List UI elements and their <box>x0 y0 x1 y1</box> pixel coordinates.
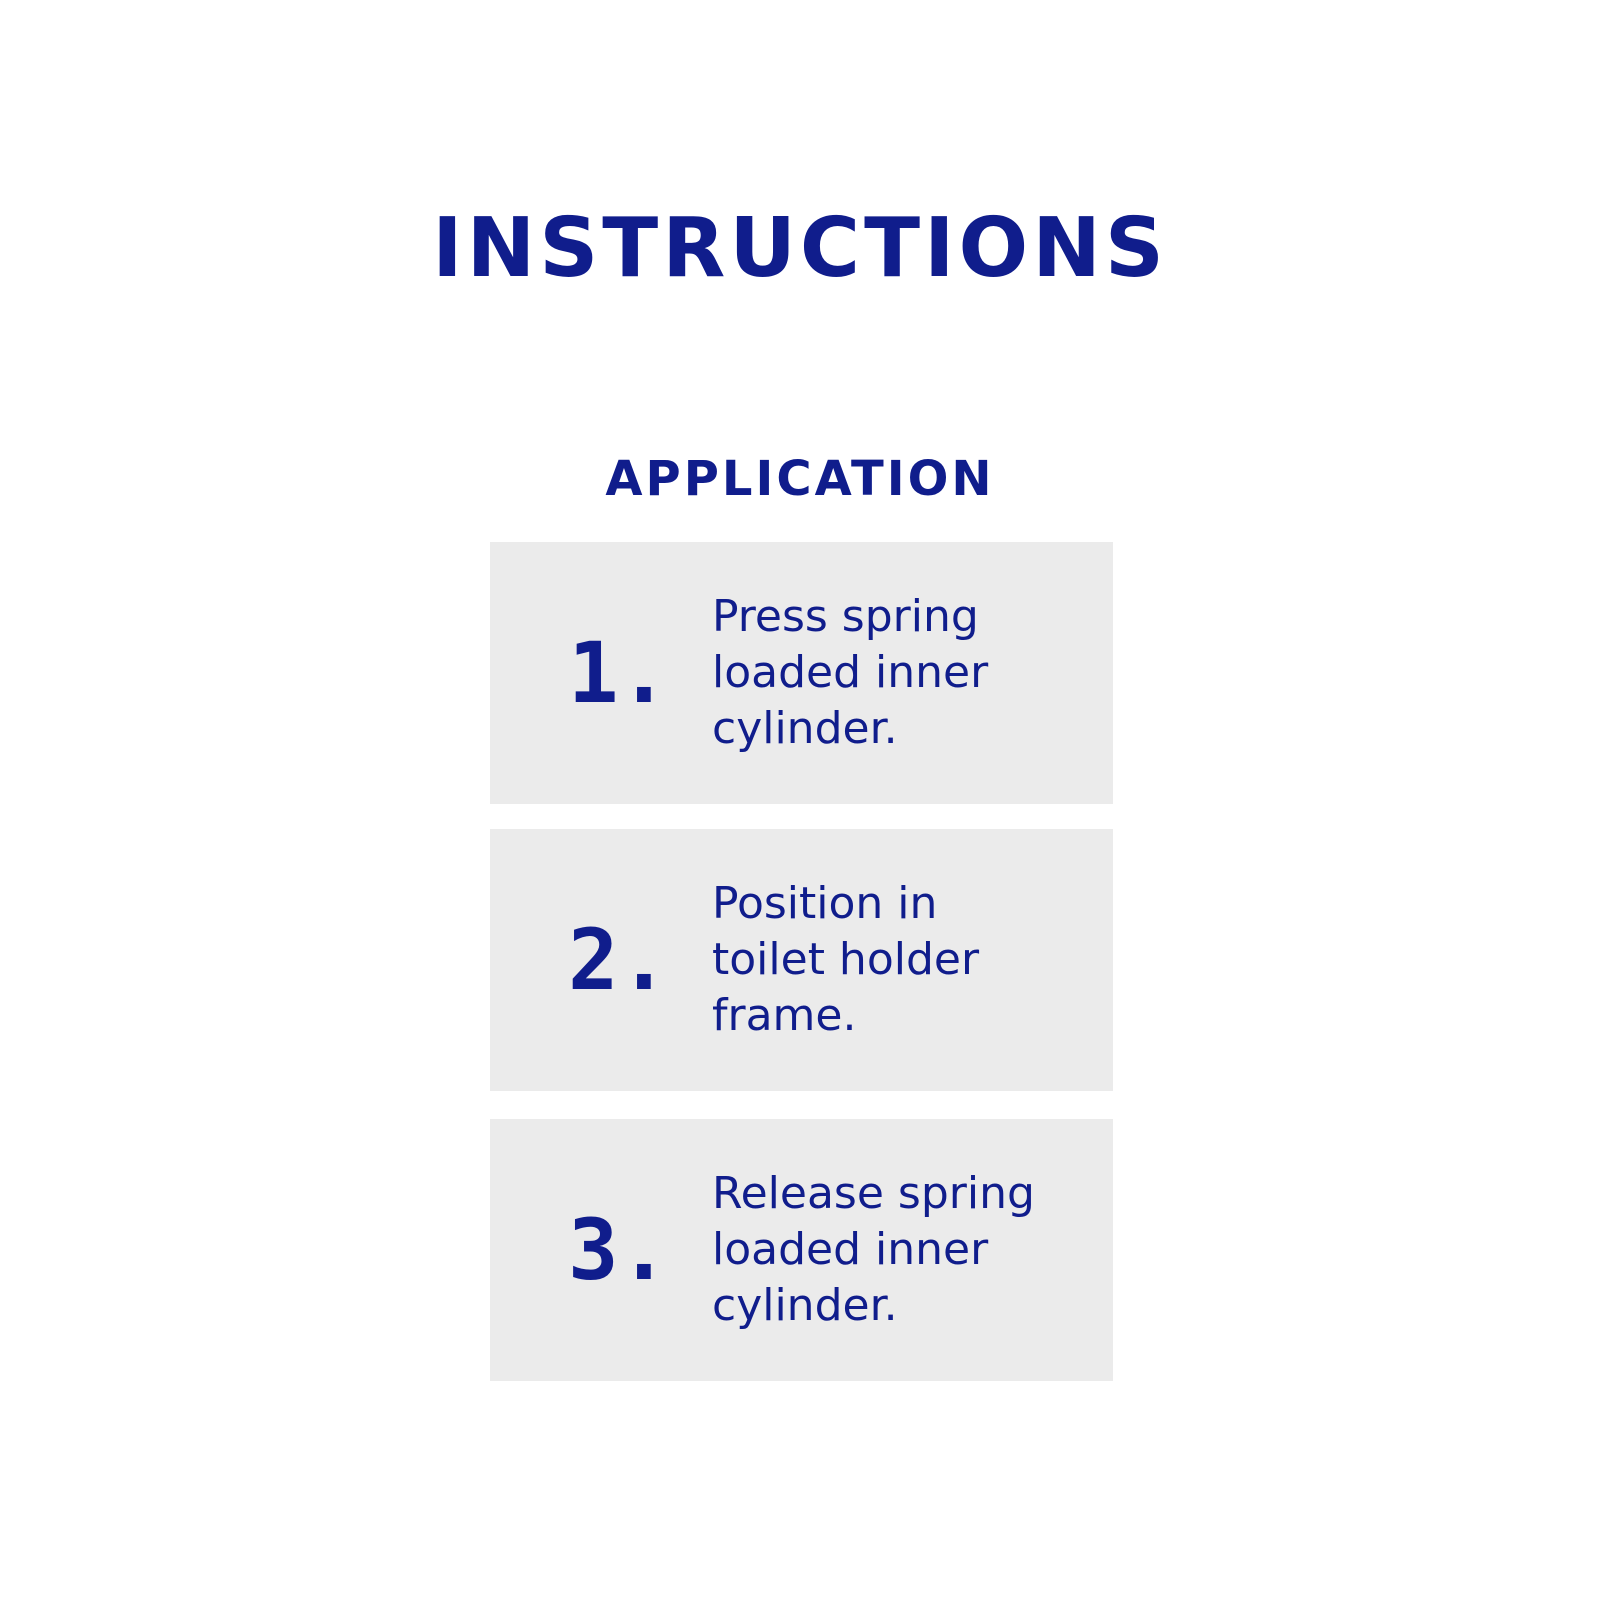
step-card-3 <box>490 1119 1113 1381</box>
step-text: Release spring loaded inner cylinder. <box>712 1168 1035 1331</box>
step-number: 2. <box>568 911 670 1009</box>
page-title: INSTRUCTIONS <box>432 201 1168 296</box>
step-number: 1. <box>568 624 670 722</box>
step-text: Position in toilet holder frame. <box>712 878 980 1041</box>
step-card-1 <box>490 542 1113 804</box>
step-card-2 <box>490 829 1113 1091</box>
step-text: Press spring loaded inner cylinder. <box>712 591 989 754</box>
section-heading: APPLICATION <box>605 451 995 507</box>
step-number: 3. <box>568 1201 670 1299</box>
